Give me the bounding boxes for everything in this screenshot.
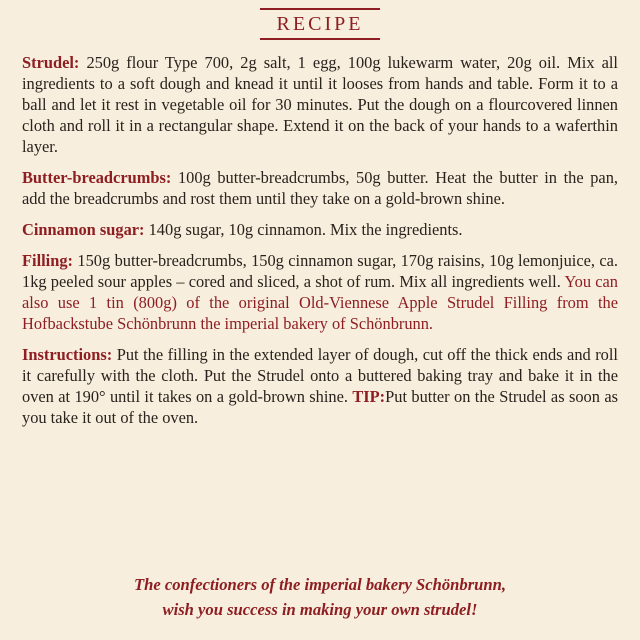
section-filling (22, 250, 618, 334)
tip-text: Put butter on the Strudel as soon as you take it out of the oven. (22, 387, 618, 427)
section-cinnamon-sugar (22, 219, 618, 240)
section-label: Strudel: (22, 53, 80, 72)
closing-line-1: The confectioners of the imperial bakery Schönbrunn, (134, 575, 506, 594)
recipe-body (22, 52, 618, 438)
closing-message (0, 572, 640, 622)
section-instructions (22, 344, 618, 428)
closing-line-2: wish you success in making your own strudel! (162, 600, 478, 619)
section-text: 250g flour Type 700, 2g salt, 1 egg, 100g lukewarm water, 20g oil. Mix all ingredients to a soft dough and knead it until it looses from hands and table. Form it to a ball and let it rest in vegetable oil for 30 minutes. Put the dough on a flourcovered linnen cloth and roll it in a rectangular shape. Extend it on the back of your hands to a waferthin layer. (22, 53, 618, 156)
section-label: Cinnamon sugar: (22, 220, 145, 239)
section-label: Instructions: (22, 345, 113, 364)
section-label: Butter-breadcrumbs: (22, 168, 172, 187)
section-label: Filling: (22, 251, 73, 270)
section-text: 150g butter-breadcrumbs, 150g cinnamon sugar, 170g raisins, 10g lemonjuice, ca. 1kg peeled sour apples – cored and sliced, a shot of rum. Mix all ingredients well. (22, 251, 619, 291)
filling-highlight: You can also use 1 tin (800g) of the original Old-Viennese Apple Strudel Filling from the Hofbackstube Schönbrunn the imperial bakery of Schönbrunn. (22, 272, 618, 333)
section-butter-breadcrumbs (22, 167, 618, 209)
page-title: RECIPE (276, 13, 364, 35)
section-text: 100g butter-breadcrumbs, 50g butter. Heat the butter in the pan, add the breadcrumbs and rost them until they take on a gold-brown shine. (22, 168, 618, 208)
tip-label: TIP: (352, 387, 386, 406)
section-text: 140g sugar, 10g cinnamon. Mix the ingredients. (148, 220, 463, 239)
bottom-rule (260, 38, 380, 40)
recipe-header (0, 8, 640, 40)
section-strudel (22, 52, 618, 157)
section-text: Put the filling in the extended layer of dough, cut off the thick ends and roll it carefully with the cloth. Put the Strudel onto a buttered baking tray and bake it in the oven at 190° until it takes on a gold-brown shine. (22, 345, 618, 406)
